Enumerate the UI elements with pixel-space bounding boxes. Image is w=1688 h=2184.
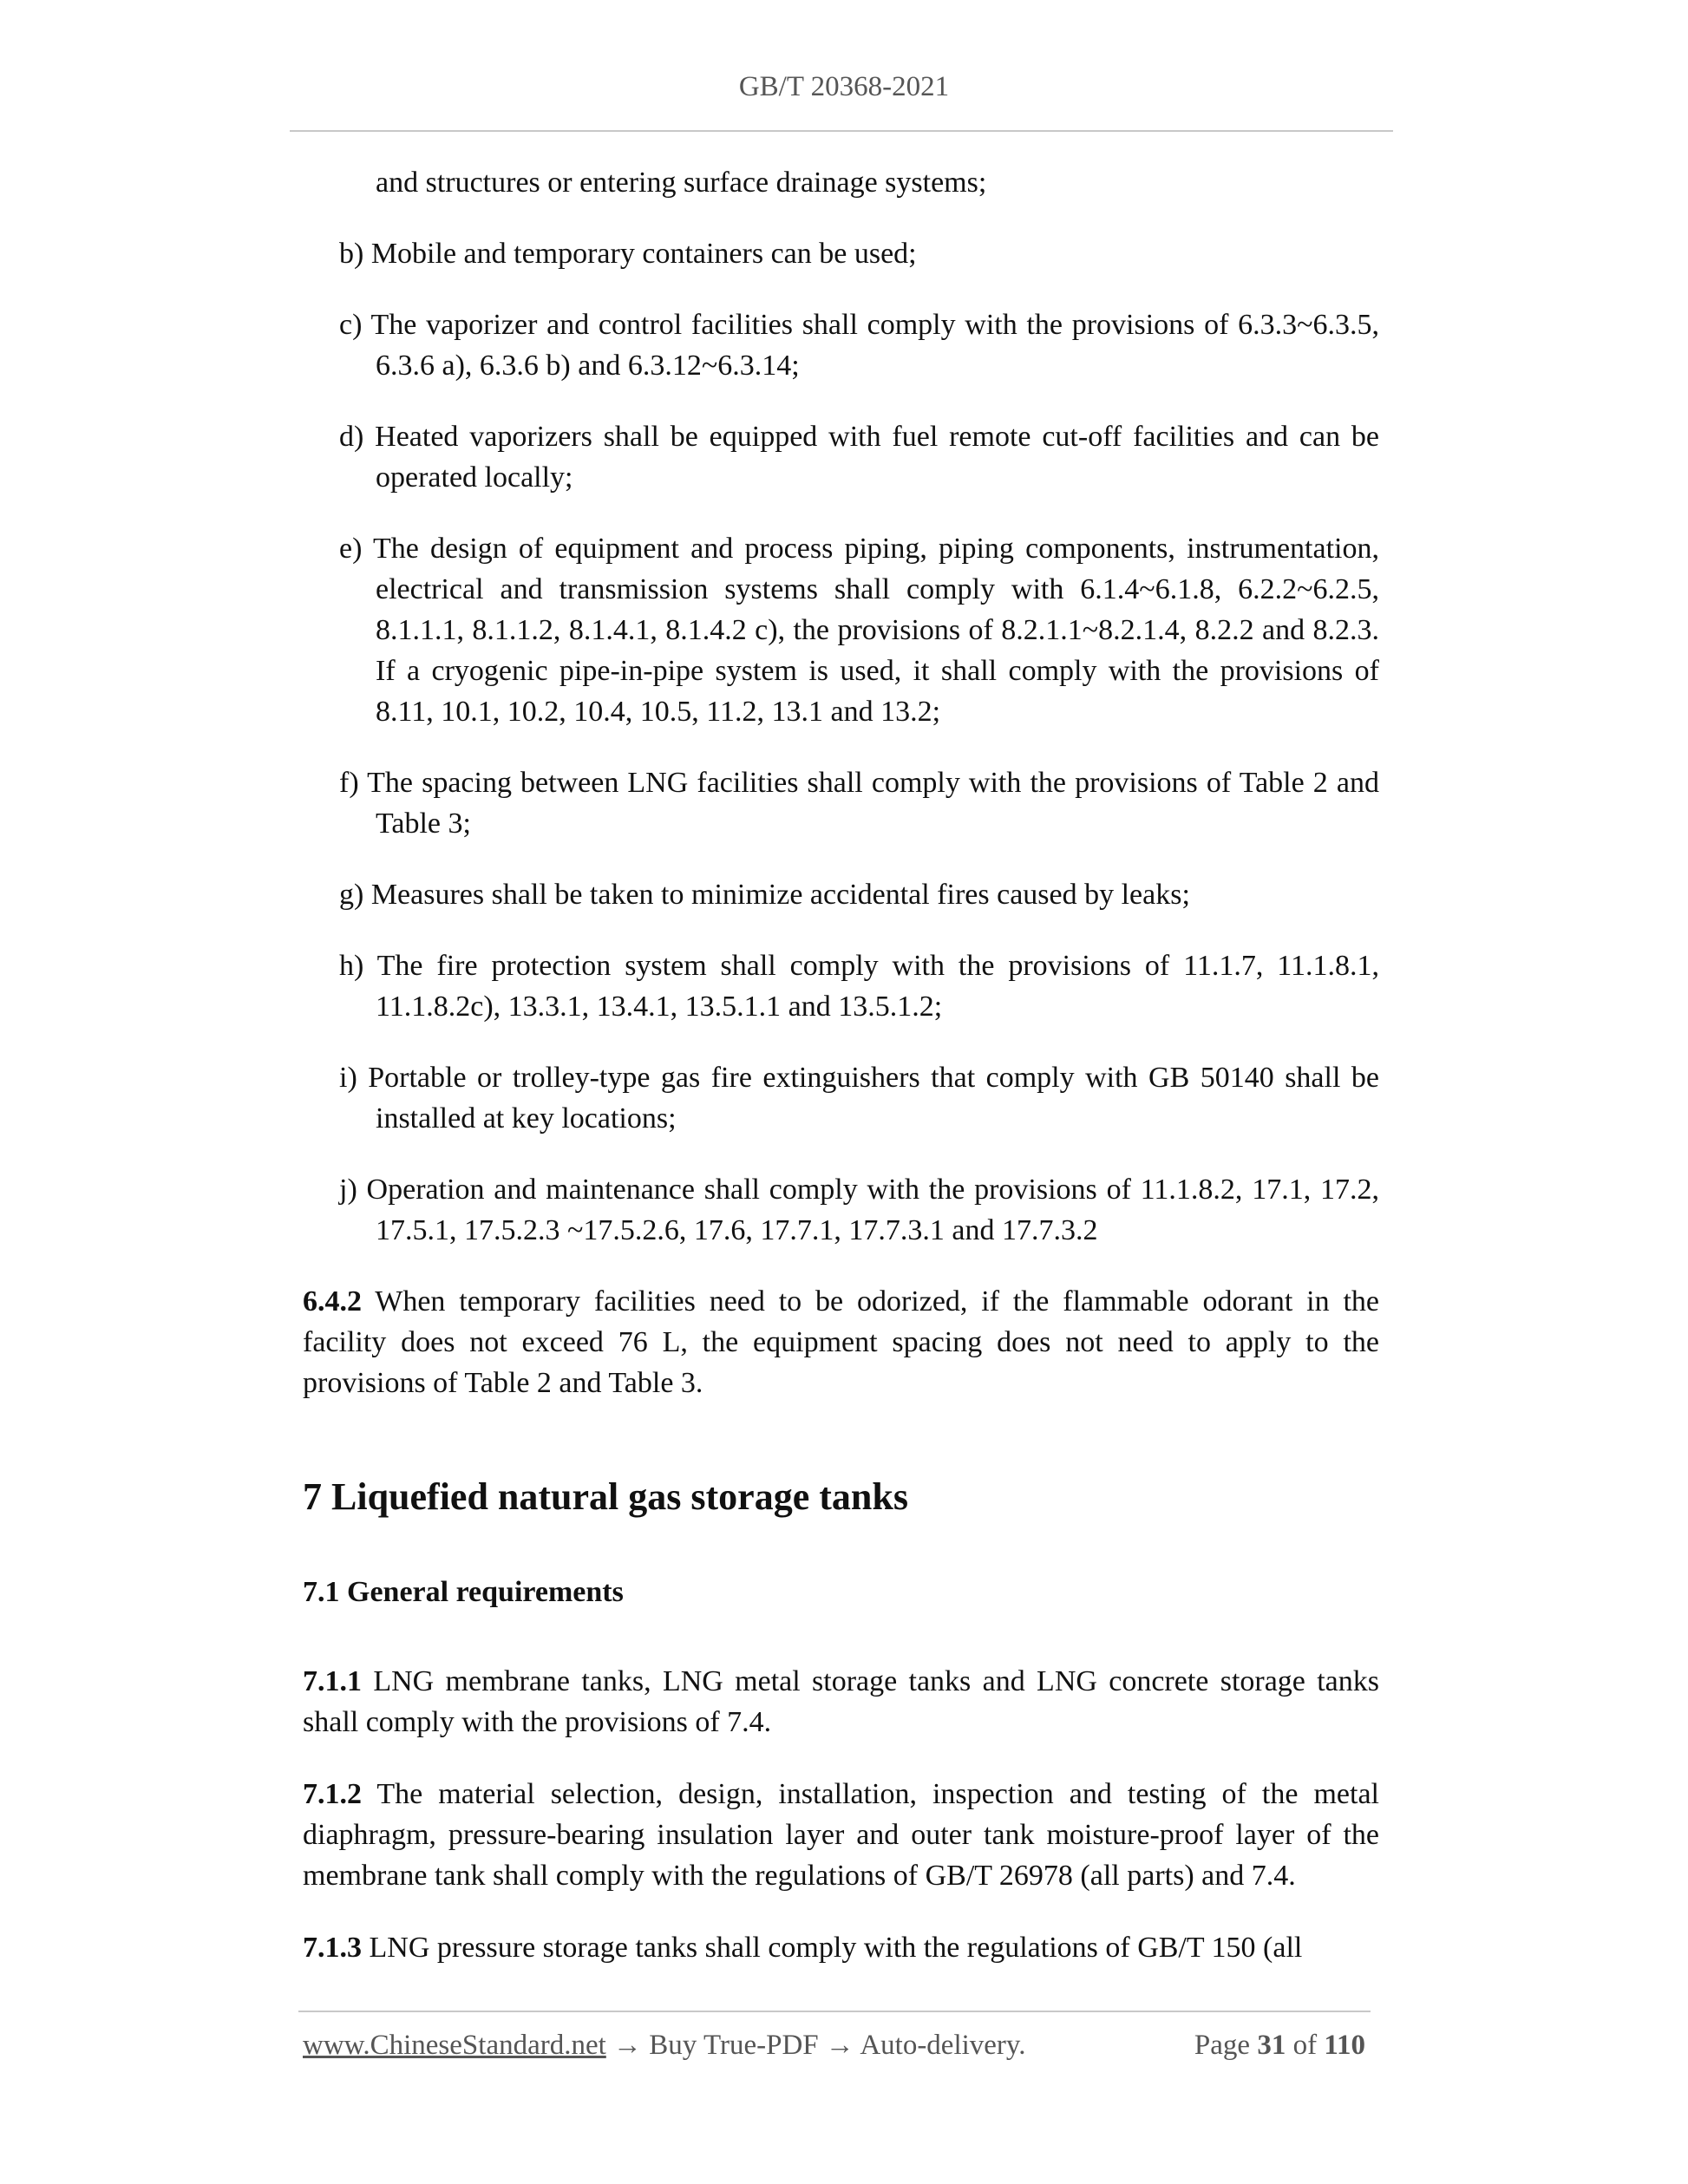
list-item-b: b) Mobile and temporary containers can be used; xyxy=(339,238,917,270)
clause-7-1-2 xyxy=(303,1774,1379,1896)
arrow-right-icon: → xyxy=(613,2030,643,2061)
list-item-g: g) Measures shall be taken to minimize accidental fires caused by leaks; xyxy=(339,879,1190,911)
site-link[interactable]: www.ChineseStandard.net xyxy=(303,2030,606,2061)
auto-delivery-text: Auto-delivery. xyxy=(860,2030,1026,2061)
footer-divider xyxy=(298,2011,1371,2012)
footer-promo xyxy=(303,2030,1026,2062)
list-item-c: c) The vaporizer and control facilities shall comply with the provisions of 6.3.3~6.3.5, 6.3.6 a), 6.3.6 b) and 6.3.12~6.3.14; xyxy=(339,309,1379,382)
clause-number: 7.1.1 xyxy=(303,1665,362,1697)
list-item-j: j) Operation and maintenance shall comply with the provisions of 11.1.8.2, 17.1, 17.2, 17.5.1, 17.5.2.3 ~17.5.2.6, 17.6, 17.7.1, 17.7.3.1 and 17.7.3.2 xyxy=(339,1174,1379,1246)
page-number xyxy=(1194,2030,1365,2062)
current-page: 31 xyxy=(1257,2030,1286,2061)
clause-number: 6.4.2 xyxy=(303,1285,362,1318)
list-item-e: e) The design of equipment and process piping, piping components, instrumentation, electrical and transmission systems shall comply with 6.1.4~6.1.8, 6.2.2~6.2.5, 8.1.1.1, 8.1.1.2, 8.1.4.1, 8.1.4.2 c), the provisions of 8.2.1.1~8.2.1.4, 8.2.2 and 8.2.3. If a cryogenic pipe-in-pipe system is used, it shall comply with the provisions of 8.11, 10.1, 10.2, 10.4, 10.5, 11.2, 13.1 and 13.2; xyxy=(339,533,1379,728)
header-divider xyxy=(290,130,1393,132)
list-item-continuation: and structures or entering surface drainage systems; xyxy=(376,167,987,199)
clause-text: LNG pressure storage tanks shall comply with the regulations of GB/T 150 (all xyxy=(362,1932,1303,1964)
page-body xyxy=(303,162,1379,1999)
clause-6-4-2 xyxy=(303,1281,1379,1403)
clause-text: LNG membrane tanks, LNG metal storage tanks and LNG concrete storage tanks shall comply with the provisions of 7.4. xyxy=(303,1665,1379,1738)
section-heading-7: 7 Liquefied natural gas storage tanks xyxy=(303,1475,908,1518)
clause-7-1-3 xyxy=(303,1927,1379,1968)
clause-text: The material selection, design, installation, inspection and testing of the metal diaphragm, pressure-bearing insulation layer and outer tank moisture-proof layer of the membrane tank shall comply with the regulations of GB/T 26978 (all parts) and 7.4. xyxy=(303,1778,1379,1892)
list-item-f: f) The spacing between LNG facilities shall comply with the provisions of Table 2 and Table 3; xyxy=(339,767,1379,840)
list-item-h: h) The fire protection system shall comply with the provisions of 11.1.7, 11.1.8.1, 11.1.8.2c), 13.3.1, 13.4.1, 13.5.1.1 and 13.5.1.2; xyxy=(339,950,1379,1023)
page-label: Page xyxy=(1194,2030,1251,2061)
clause-number: 7.1.3 xyxy=(303,1932,362,1964)
of-label: of xyxy=(1292,2030,1318,2061)
clause-text: When temporary facilities need to be odorized, if the flammable odorant in the facility does not exceed 76 L, the equipment spacing does not need to apply to the provisions of Table 2 and Table 3. xyxy=(303,1285,1379,1399)
arrow-right-icon: → xyxy=(825,2030,854,2061)
list-item-i: i) Portable or trolley-type gas fire extinguishers that comply with GB 50140 shall be installed at key locations; xyxy=(339,1062,1379,1135)
clause-number: 7.1.2 xyxy=(303,1778,362,1810)
buy-true-pdf-text: Buy True-PDF xyxy=(649,2030,819,2061)
clause-7-1-1 xyxy=(303,1661,1379,1743)
list-item-d: d) Heated vaporizers shall be equipped with fuel remote cut-off facilities and can be operated locally; xyxy=(339,421,1379,494)
section-heading-7-1: 7.1 General requirements xyxy=(303,1576,624,1608)
page-header-standard-code: GB/T 20368-2021 xyxy=(738,71,950,102)
total-pages: 110 xyxy=(1324,2030,1365,2061)
